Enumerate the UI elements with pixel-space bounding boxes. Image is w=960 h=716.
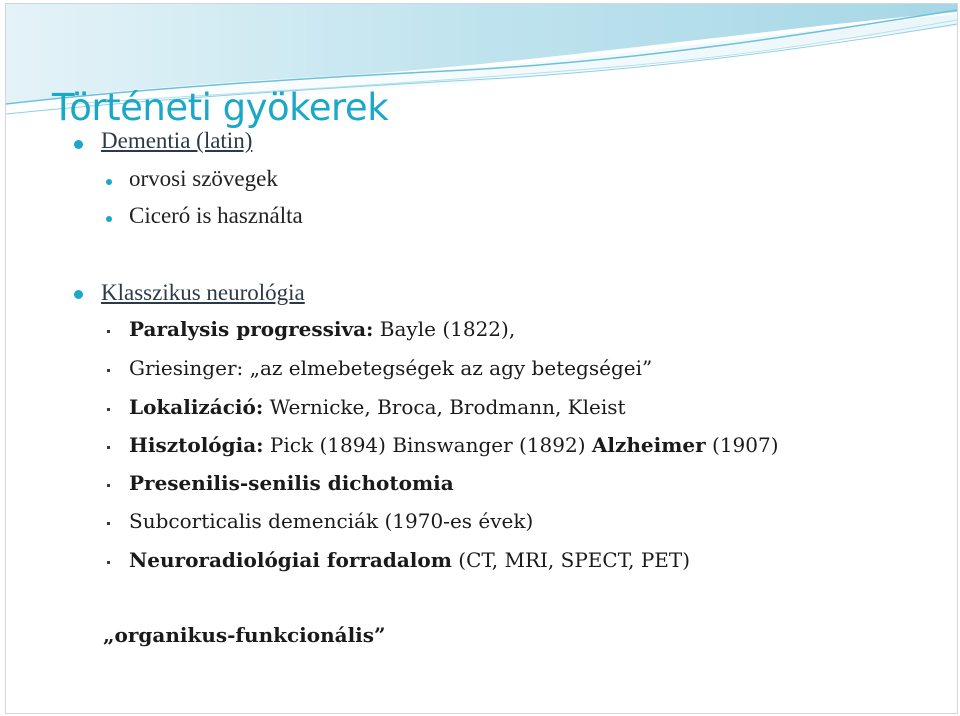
bullet-icon — [74, 290, 83, 299]
item-paralysis: Paralysis progressiva: Bayle (1822), — [129, 317, 516, 341]
square-bullet-icon — [107, 330, 110, 333]
square-bullet-icon — [107, 522, 110, 525]
item-lokalizacio: Lokalizáció: Wernicke, Broca, Brodmann, Kleist — [129, 395, 626, 419]
item-klasszikus: Klasszikus neurológia — [101, 280, 305, 305]
bullet-icon — [106, 179, 112, 185]
item-neuroradiologia: Neuroradiológiai forradalom (CT, MRI, SPECT, PET) — [129, 548, 691, 572]
item-griesinger: Griesinger: „az elmebetegségek az agy betegségei” — [129, 356, 653, 380]
footer-quote: „organikus-funkcionális” — [103, 623, 386, 647]
slide — [5, 3, 958, 714]
item-presenilis: Presenilis-senilis dichotomia — [129, 471, 454, 495]
bullet-icon — [74, 140, 83, 149]
square-bullet-icon — [107, 446, 110, 449]
item-hisztologia: Hisztológia: Pick (1894) Binswanger (1892) Alzheimer (1907) — [129, 433, 779, 457]
square-bullet-icon — [107, 369, 110, 372]
square-bullet-icon — [107, 484, 110, 487]
square-bullet-icon — [107, 408, 110, 411]
item-cicero: Ciceró is használta — [129, 203, 303, 228]
slide-title: Történeti gyökerek — [52, 86, 389, 129]
bullet-icon — [106, 216, 112, 222]
item-dementia: Dementia (latin) — [101, 128, 253, 153]
item-orvosi: orvosi szövegek — [129, 166, 278, 191]
square-bullet-icon — [107, 561, 110, 564]
item-subcorticalis: Subcorticalis demenciák (1970-es évek) — [129, 509, 534, 533]
